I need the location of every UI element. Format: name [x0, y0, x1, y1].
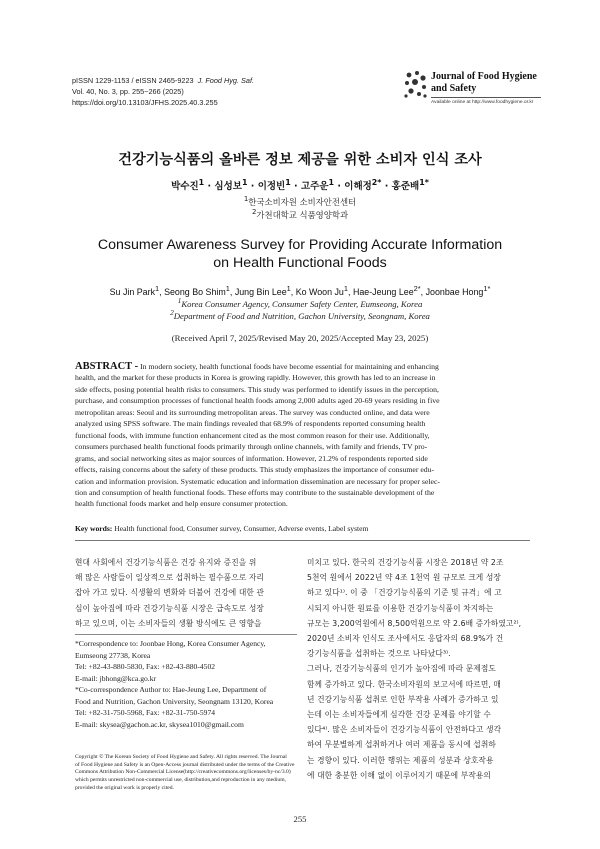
- journal-abbrev: J. Food Hyg. Saf.: [197, 76, 255, 85]
- journal-metadata: [72, 75, 254, 108]
- body-line: 는데 이는 소비자들에게 심각한 건강 문제를 야기할 수: [307, 710, 491, 720]
- abstract-divider: [75, 540, 530, 541]
- journal-logo-rule: [431, 97, 541, 98]
- body-line: 는 경향이 있다. 이러한 행위는 제품의 성분과 상호작용: [307, 755, 494, 765]
- received-dates: (Received April 7, 2025/Revised May 20, 2025/Accepted May 23, 2025): [171, 333, 429, 343]
- correspondence-line: *Correspondence to: Joonbae Hong, Korea Consumer Agency,: [75, 639, 266, 648]
- author: Ko Woon Ju$^1$: [295, 284, 348, 297]
- body-line: 강기능식품을 섭취하는 것으로 나타났다³⁾.: [307, 649, 451, 659]
- body-line: 5천억 원에서 2022년 약 4조 1천억 원 규모로 크게 성장: [307, 573, 501, 583]
- journal-logo: [403, 70, 543, 110]
- korean-affiliation-2: $^2$가천대학교 식품영양학과: [251, 208, 349, 220]
- body-line: 그러나, 건강기능식품의 인기가 높아짐에 따라 문제점도: [307, 664, 496, 674]
- body-line: 하여 무분별하게 섭취하거나 여러 제품을 동시에 섭취하: [307, 740, 496, 750]
- body-line: 있다⁴⁾. 많은 소비자들이 건강기능식품이 안전하다고 생각: [307, 725, 502, 735]
- body-line: 하고 있으며, 이는 소비자들의 생활 방식에도 큰 영향을: [75, 618, 262, 628]
- keywords-label: Key words:: [75, 524, 113, 533]
- body-line: 잡아 가고 있다. 식생활의 변화와 더불어 건강에 대한 관: [75, 588, 265, 598]
- author: 홍준배$^{1*}$: [391, 178, 429, 193]
- author: 이정빈$^1$: [257, 178, 291, 193]
- body-right-column: [307, 555, 532, 783]
- author: 박수진$^1$: [171, 178, 205, 193]
- correspondence-email[interactable]: E-mail: skysea@gachon.ac.kr, skysea1010@gmail.com: [75, 719, 244, 729]
- author: 심성보$^1$: [214, 178, 248, 193]
- author: 고주운$^1$: [300, 178, 335, 193]
- doi-link[interactable]: https://doi.org/10.13103/JFHS.2025.40.3.255: [72, 98, 218, 107]
- author: Joonbae Hong$^{1*}$: [425, 284, 491, 297]
- body-line: 2020년 소비자 인식도 조사에서도 응답자의 68.9%가 건: [307, 634, 504, 644]
- body-line: 에 대한 충분한 이해 없이 이루어지기 때문에 부작용의: [307, 770, 491, 780]
- body-left-column: [75, 555, 297, 631]
- author: 이해정$^{2*}$: [344, 178, 382, 193]
- body-line: 함께 증가하고 있다. 한국소비자원의 보고서에 따르면, 매: [307, 679, 502, 689]
- keywords: [75, 524, 530, 533]
- correspondence-line: *Co-correspondence Author to: Hae-Jeung Lee, Department of: [75, 685, 267, 694]
- footnote-rule: [75, 634, 297, 635]
- copyright-notice: Copyright © The Korean Society of Food Hygiene and Safety. All rights reserved. The Journal of Food Hygiene and Safety is an Open-Access journal distributed under the terms of the Creative Commons Attribution Non-Commercial License(http://creativecommons.org/licenses/by-nc/3.0) which permits unrestricted non-commercial use, distribution,and reproduction in any medium, provided the original work is properly cited.: [75, 754, 295, 791]
- abstract-label: ABSTRACT -: [75, 361, 139, 372]
- author: Jung Bin Lee$^1$: [234, 284, 291, 297]
- body-line: 현대 사회에서 건강기능식품은 건강 유지와 증진을 위: [75, 558, 257, 567]
- journal-url[interactable]: Available online at http://www.foodhygiene.or.kr: [431, 100, 534, 105]
- author: Hae-Jeung Lee$^{2*}$: [352, 284, 421, 297]
- volume-text: Vol. 40, No. 3, pp. 255~266 (2025): [72, 87, 184, 96]
- keywords-text: Health functional food, Consumer survey, Consumer, Adverse events, Label system: [114, 524, 369, 533]
- body-line: 규모는 3,200억원에서 8,500억원으로 약 2.6배 증가하였고²⁾,: [307, 618, 522, 628]
- correspondence-line: Food and Nutrition, Gachon University, Seongnam 13120, Korea: [75, 696, 274, 706]
- body-line: 심이 높아짐에 따라 건강기능식품 시장은 급속도로 성장: [75, 603, 264, 613]
- correspondence-line: Tel: +82-31-750-5968, Fax: +82-31-750-5974: [75, 708, 216, 717]
- correspondence-email[interactable]: E-mail: jbhong@kca.go.kr: [75, 673, 157, 683]
- body-line: 미치고 있다. 한국의 건강기능식품 시장은 2018년 약 2조: [307, 558, 504, 567]
- body-line: 하고 있다¹⁾. 이 중 「건강기능식품의 기준 및 규격」에 고: [307, 588, 502, 598]
- korean-title: 건강기능식품의 올바른 정보 제공을 위한 소비자 인식 조사: [118, 152, 482, 168]
- english-affiliation-2: $^2$Department of Food and Nutrition, Gachon University, Seongnam, Korea: [170, 309, 430, 321]
- journal-emblem-icon: [403, 70, 429, 100]
- correspondence-line: Eumseong 27738, Korea: [75, 650, 151, 660]
- abstract: ABSTRACT - In modern society, health functional foods have become essential for maintaining and enhancing health, and the market for these products in Korea is growing rapidly. However, this growth has led to an increase in side effects, posing potential health risks to consumers. This study was performed to identify issues in the perception, purchase, and consumption processes of functional health foods among 2,000 adults aged 20-69 years residing in five metropolitan areas: Seoul and its surrounding metropolitan areas. The survey was conducted online, and data were analyzed using SPSS software. The main findings revealed that 68.9% of respondents reported consuming health functional foods, with immune function enhancement cited as the most common reason for their use. Additionally, consumers purchased health functional foods primarily through online channels, with family and friends, TV pro- grams, and social networking sites as major sources of information. However, 21.2% of respondents reported side effects, raising concerns about the safety of these products. This study emphasizes the importance of consumer edu- cation and information provision. Systematic education and information dissemination are necessary for proper selec- tion and consumption of health functional foods. These efforts may contribute to the sustainable development of the health functional foods market and help ensure consumer protection.: [75, 361, 440, 509]
- body-line: 년 건강기능식품 섭취로 인한 부작용 사례가 증가하고 있: [307, 694, 499, 704]
- correspondence-line: Tel: +82-43-880-5830, Fax: +82-43-880-4502: [75, 662, 216, 671]
- korean-affiliation-1: $^1$한국소비자원 소비자안전센터: [243, 195, 357, 207]
- english-affiliation-1: $^1$Korea Consumer Agency, Consumer Safety Center, Eumseong, Korea: [177, 297, 423, 309]
- correspondence-block: [75, 638, 297, 730]
- english-authors: Su Jin Park$^1$, Seong Bo Shim$^1$, Jung Bin Lee$^1$, Ko Woon Ju$^1$, Hae-Jeung Lee$^{2*}$, Joonbae Hong$^{1*}$: [109, 284, 491, 297]
- author: Su Jin Park$^1$: [109, 284, 160, 297]
- issn-text: pISSN 1229-1153 / eISSN 2465-9223: [72, 76, 194, 85]
- body-line: 해 많은 사람들이 일상적으로 섭취하는 필수품으로 자리: [75, 573, 264, 583]
- body-line: 시되지 아니한 원료를 이용한 건강기능식품이 차지하는: [307, 603, 494, 613]
- korean-authors: 박수진$^1$ · 심성보$^1$ · 이정빈$^1$ · 고주운$^1$ · 이해정$^{2*}$ · 홍준배$^{1*}$: [171, 178, 429, 193]
- author: Seong Bo Shim$^1$: [164, 284, 230, 297]
- page-number: 255: [293, 814, 307, 824]
- english-title: Consumer Awareness Survey for Providing Accurate Information on Health Functional Foods: [97, 237, 503, 271]
- journal-logo-title: Journal of Food Hygiene and Safety: [431, 71, 537, 94]
